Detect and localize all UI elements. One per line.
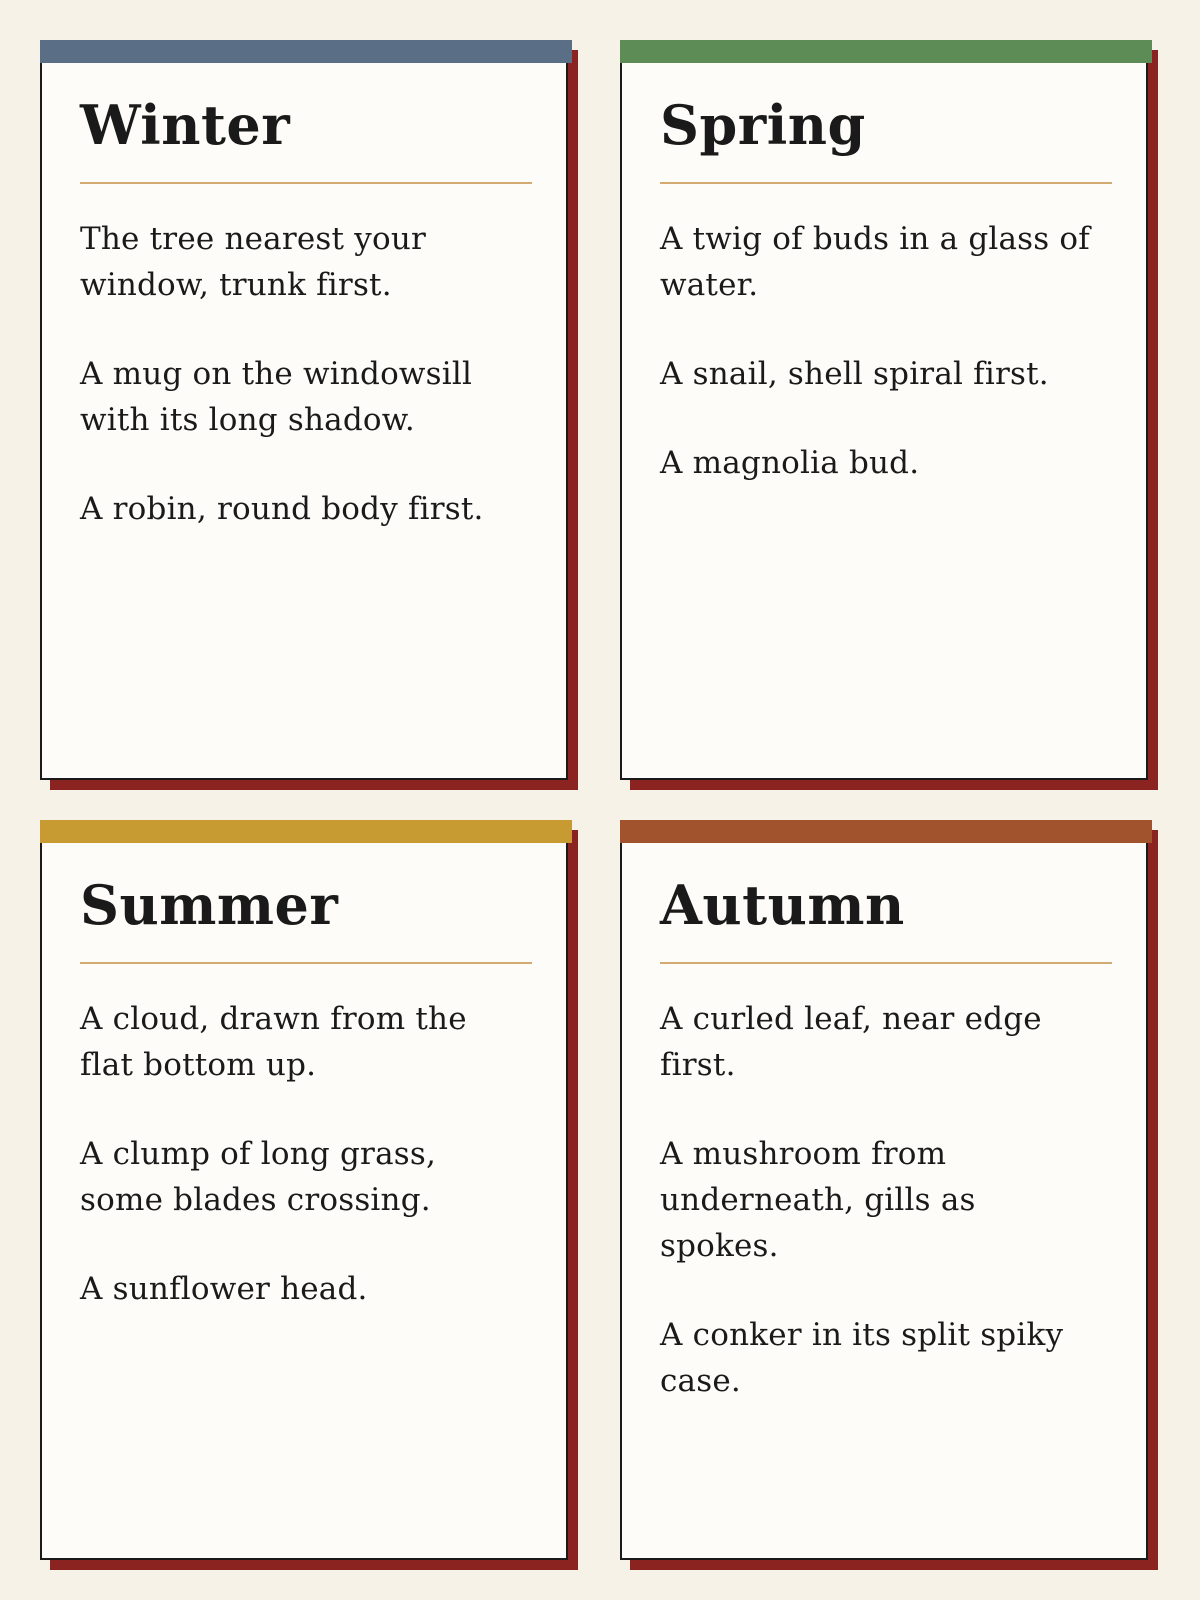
card-title: Summer: [80, 873, 339, 937]
card-accent-bar: [620, 820, 1152, 843]
card-summer: [40, 820, 568, 1560]
card-item-list: [80, 996, 520, 1355]
card-item-list: [660, 996, 1100, 1447]
card-title: Winter: [80, 93, 291, 157]
card-winter: [40, 40, 568, 780]
card-divider: [660, 182, 1112, 184]
card-accent-bar: [40, 820, 572, 843]
list-item: A robin, round body first.: [80, 491, 484, 527]
card-item-list: [80, 216, 520, 575]
card-item-list: [660, 216, 1100, 529]
list-item: A sunflower head.: [80, 1271, 368, 1307]
list-item: The tree nearest your window, trunk first.: [80, 221, 427, 303]
card-accent-bar: [40, 40, 572, 63]
card-divider: [80, 182, 532, 184]
card-accent-bar: [620, 40, 1152, 63]
list-item: A mushroom from underneath, gills as spokes.: [660, 1136, 976, 1264]
list-item: A snail, shell spiral first.: [660, 356, 1049, 392]
card-title: Autumn: [660, 873, 905, 937]
list-item: A cloud, drawn from the flat bottom up.: [80, 1001, 467, 1083]
card-divider: [80, 962, 532, 964]
list-item: A curled leaf, near edge first.: [660, 1001, 1042, 1083]
card-spring: [620, 40, 1148, 780]
list-item: A conker in its split spiky case.: [660, 1317, 1064, 1399]
list-item: A magnolia bud.: [660, 445, 920, 481]
list-item: A twig of buds in a glass of water.: [660, 221, 1090, 303]
list-item: A mug on the windowsill with its long shadow.: [80, 356, 473, 438]
list-item: A clump of long grass, some blades crossing.: [80, 1136, 437, 1218]
card-autumn: [620, 820, 1148, 1560]
card-divider: [660, 962, 1112, 964]
card-title: Spring: [660, 93, 866, 157]
